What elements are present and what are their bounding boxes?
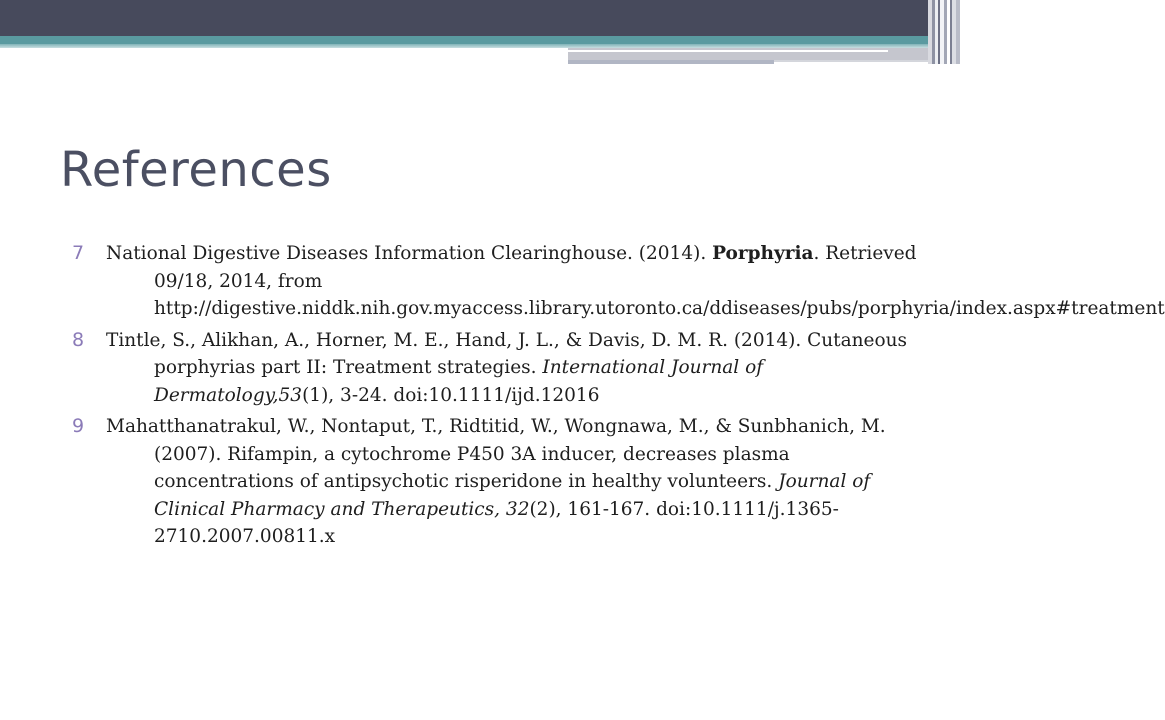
reference-text: National Digestive Diseases Information Clearinghouse. (2014).: [106, 243, 713, 264]
reference-item: [72, 413, 922, 551]
header-band-line: [568, 50, 888, 52]
header-band-dark: [0, 0, 960, 36]
reference-list: [72, 240, 1165, 555]
reference-text: (1), 3-24. doi:10.1111/ijd.12016: [302, 384, 600, 406]
reference-text: Tintle, S., Alikhan, A., Horner, M. E., Hand, J. L., & Davis, D. M. R. (2014). Cutaneous porphyrias part II: Treatment strategies.: [106, 329, 908, 378]
slide-title: References: [60, 142, 332, 198]
header-band-line: [568, 60, 774, 64]
reference-journal-italic: International Journal of Dermatology,53: [154, 357, 764, 406]
reference-bullet: 9: [72, 415, 85, 437]
reference-title-bold: Porphyria: [712, 243, 814, 264]
reference-text: . Retrieved 09/18, 2014, from http://digestive.niddk.nih.gov.myaccess.library.utoronto.ca/ddiseases/pubs/porphyria/index.aspx#treatment: [154, 243, 1165, 319]
header-band-teal: [0, 36, 960, 44]
reference-item: [72, 327, 922, 410]
reference-text: Mahatthanatrakul, W., Nontaput, T., Ridtitid, W., Wongnawa, M., & Sunbhanich, M. (2007). Rifampin, a cytochrome P450 3A inducer, decreases plasma concentrations of antipsychotic risperidone in healthy volunteers.: [106, 416, 886, 492]
reference-bullet: 8: [72, 328, 85, 351]
reference-bullet: 7: [72, 242, 85, 264]
reference-text: (2), 161-167. doi:10.1111/j.1365-2710.2007.00811.x: [154, 498, 839, 547]
reference-journal-italic: Journal of Clinical Pharmacy and Therapeutics, 32: [154, 471, 871, 520]
corner-stripes-decoration: [928, 0, 960, 64]
reference-item: [72, 240, 1165, 323]
